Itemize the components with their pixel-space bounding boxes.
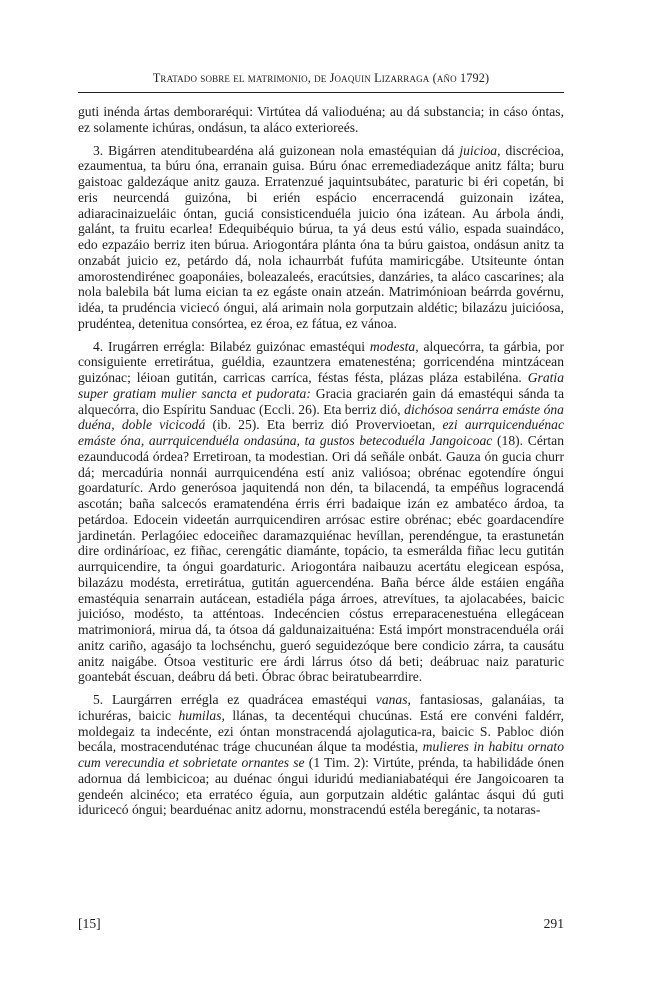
text-run: guti inénda ártas demboraréqui: Virtútea dá valioduéna; au dá substancia; in cáso óntas, ez solamente ichúras, ondásun, ta aláco exterioreés. — [78, 104, 564, 135]
page-bracket-number: [15] — [78, 916, 101, 931]
text-run: 5. Laurgárren errégla ez quadrácea emastéqui — [93, 692, 376, 707]
italic-text: vanas, — [375, 692, 411, 707]
text-run: alquecórra, ta gárbia, por consiguiente erretirátua, guéldia, ezauntzera ematenesténa; gorricendéna mintzácean guizónac; léioan gutitán, carricas carríca, féstas fésta, plázas pláza estabiléna. — [78, 338, 564, 385]
paragraph — [78, 692, 564, 818]
paragraph — [78, 104, 564, 136]
paragraph — [78, 339, 564, 686]
text-run: Gracia graciarén gain dá emastéqui sánda ta alquecórra, dio Espíritu Sanduac (Eccli. 26). Eta berriz dió, — [78, 385, 564, 417]
italic-text: dichósoa senárra emáste óna duéna, doble vicicodá — [78, 401, 564, 433]
text-run: (ib. 25). Eta berriz dió Provervioetan, — [205, 417, 443, 433]
text-run: llánas, ta decentéqui chucúnas. Está ere convéni faldérr, moldegaiz ta indecénte, ezi óntan monstracendá ajolagutica-ra, baicic S. Pabloc dión becála, mostracenduténac tráge chucunéan álque ta modéstia, — [78, 707, 564, 755]
italic-text: Gratia super gratiam mulier sancta et pudorata: — [78, 370, 564, 401]
italic-text: humilas, — [178, 707, 225, 723]
italic-text: mulieres in habitu ornato cum verecundia et sobrietate ornantes se — [78, 739, 564, 770]
text-run: (18). Cértan ezaunducodá órdea? Erretiroan, ta modestian. Ori dá señále onbát. Gauza ón gucia churr dá; mercadúria nonnái aurrquicendéna estí aniz valiósoa; obrénac egotendíre óngui goardaturíc. Ardo generósoa jaquitendá non dén, ta bilacendá, ta empéñus logracendá ascotán; baña salcecós eramatendéna érris érri badaique izán ez ambatéco árdoa, ta petárdoa. Edocein videetán aurrquicendiren arrósac estire obrénac; ebéc goardacendíre jardinetán. Perlagóiec edoceiñec daramazquiénac hevíllan, perendéngue, ta erastunetán dire ordináríoac, ez fiñac, cerengátic diamánte, topácio, ta esmeráldа fiñac lecu gutitán aurrquicendire, ta óngui goardaturic. Ariogontára naibauzu acertátu elegicean espósa, bilazázu modésta, erretirátua, gutitán aguercendéna. Baña bérce álde estáien engáña emastéquia senarrain autácean, estadiéla pága árroes, atrevítues, ta ajolacabées, baicic juicióso, modésto, ta atténtoas. Indecéncien cóstus erreparacenestuéna ellegácean matrimoniorá, mirua dá, ta ótsoa dá galdunaizaituéna: Está impórt monstracenduéla orái anitz cariño, agasájo ta lochsénchu, gueró seguidezóque bere condicio zárra, ta causátu anitz naigábe. Ótsoa vestituric ere árdi lárrus ótso dá beti; deábruac naiz paraturic goantebát éscuan, deábru dá beti. Óbrac óbrac beiratubearrdire. — [78, 433, 564, 685]
running-head: Tratado sobre el matrimonio, de Joaquin Lizarraga (año 1792) — [152, 71, 490, 85]
header-rule — [78, 92, 564, 93]
italic-text: ezi aurrquicenduénac emáste óna, aurrquicenduéla ondasúna, ta gustos betecoduéla Jangoicoac — [78, 417, 564, 448]
paragraph — [78, 143, 564, 332]
body-text — [78, 104, 564, 818]
page-number: 291 — [543, 916, 564, 931]
text-run: discrécioa, ezaumentua, ta búru óna, erranain guisa. Búru ónac erremediadezáque anitz fálta; buru gaistoac galdezáque anitz gauza. Erratenzué jaquintsubátec, paraturic bi éri copetán, bi eris neurcendá guizóna, bi erién espácio encerracendá guizonain izátea, adiaracinaizueláic óntan, guciá consisticenduéla juicio óna izátean. Au árbola ándi, galánt, ta fruitu ecarlea! Edequibéquio búrua, ta yá deus estú válio, espada suaindáco, edo ezpazáio berriz iten búrua. Ariogontára plánta óna ta búru gaistoa, ondásun anitz ta onzabát juicio ez, petárdo dá, nola ichaurrbát fufúta mamiricgábe. Utsiteunte óntan amorostendirénec goaponáies, boleazaleés, eracútsies, danzáries, ta aláco cascarines; ala nola balebila bát luma eician ta ez egáste onain atzeán. Matrimónioan beárrda govérnu, idéa, ta prudéncia viciecó óngui, alá arimain nola gorputzain aldétic; bilazázu juicióosa, prudéntea, detenitua consórtea, ez éroa, ez fátua, ez vánoa. — [78, 142, 564, 331]
text-run: 3. Bigárren atenditubeardéna alá guizonean nola emastéquian dá — [93, 142, 460, 158]
italic-text: juicioa, — [459, 142, 501, 158]
text-run: 4. Irugárren errégla: Bilabéz guizónac emastéqui — [93, 338, 370, 354]
italic-text: modesta, — [369, 338, 419, 354]
text-run: (1 Tim. 2): Virtúte, prénda, ta habilidáde ónen adornua dá lembicicoa; au duénac óngui iduridú medianiabatéqui ére Jangoicoaren ta gendeén alcinéco; eta erratéco éguia, aun gorputzain aldétic galántac ásqui dú guti iduricecó óngui; bearduénac anitz adornu, monstracendú estéla beregánic, ta notaras- — [78, 755, 564, 818]
text-run: fantasiosas, galanáias, ta ichuréras, baicic — [78, 692, 564, 723]
